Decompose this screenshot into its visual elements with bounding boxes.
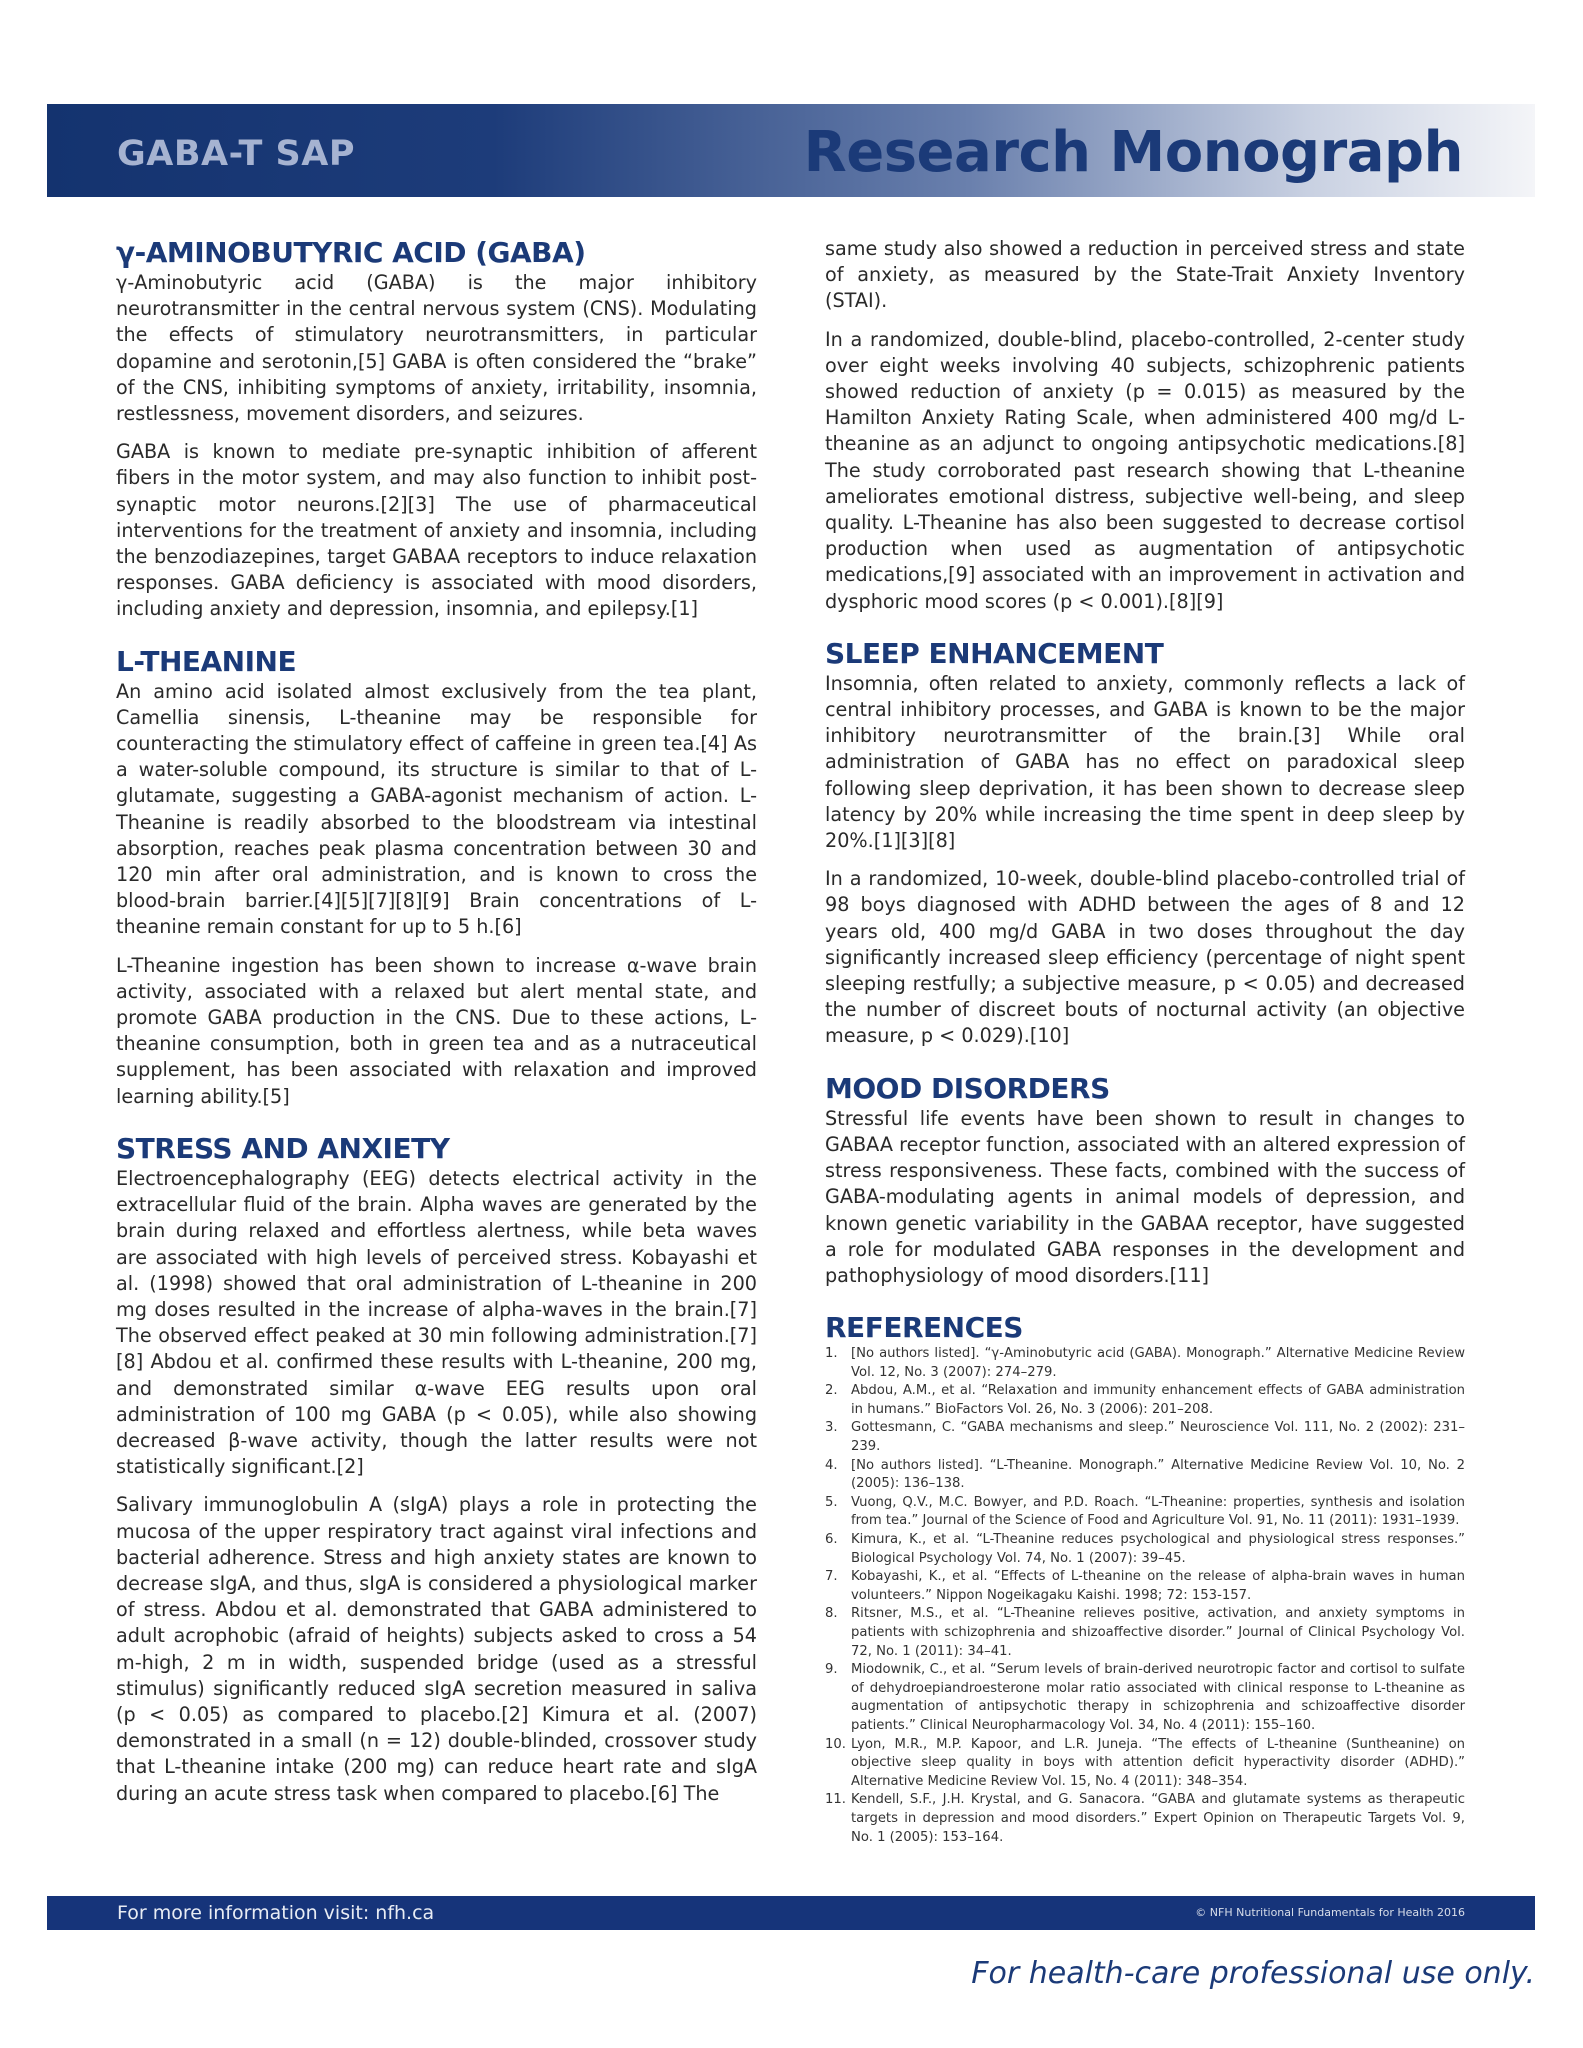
section-heading-mood: MOOD DISORDERS — [825, 1071, 1110, 1105]
reference-number: 7. — [825, 1569, 838, 1585]
section-heading-gaba: γ-AMINOBUTYRIC ACID (GABA) — [116, 236, 586, 269]
reference-number: 3. — [825, 1420, 838, 1436]
product-name: GABA-T SAP — [117, 134, 355, 174]
paragraph: In a randomized, 10-week, double-blind placebo-controlled trial of 98 boys diagnosed with ADHD between the ages of 8 and 12 years old, 400 mg/d GABA in two doses throughout the day significantly increased sleep efficiency (percentage of night spent sleeping restfully; a subjective measure, p < 0.05) and decreased the number of discreet bouts of nocturnal activity (an objective measure, p < 0.029).[10] — [825, 867, 1465, 1048]
reference-number: 10. — [825, 1736, 846, 1752]
reference-text: Kendell, S.F., J.H. Krystal, and G. Sanacora. “GABA and glutamate systems as therapeutic targets in depression and mood disorders.” Expert Opinion on Therapeutic Targets Vol. 9, No. 1 (2005): 153–164. — [851, 1792, 1465, 1845]
footer-copyright: © NFH Nutritional Fundamentals for Health 2016 — [1195, 1906, 1465, 1919]
paragraph: γ-Aminobutyric acid (GABA) is the major inhibitory neurotransmitter in the central nervous system (CNS). Modulating the effects of stimulatory neurotransmitters, in particular dopamine and serotonin,[5] GABA is often considered the “brake” of the CNS, inhibiting symptoms of anxiety, irritability, insomnia, restlessness, movement disorders, and seizures. — [116, 271, 757, 426]
reference-text: [No authors listed]. “L-Theanine. Monograph.” Alternative Medicine Review Vol. 10, No. 2 (2005): 136–138. — [851, 1457, 1465, 1492]
reference-text: Ritsner, M.S., et al. “L-Theanine relieves positive, activation, and anxiety symptoms in patients with schizophrenia and shizoaffective disorder.” Journal of Clinical Psychology Vol. 72, No. 1 (2011): 34–41. — [851, 1606, 1465, 1659]
reference-number: 4. — [825, 1457, 838, 1473]
reference-text: [No authors listed]. “γ-Aminobutyric acid (GABA). Monograph.” Alternative Medicine Review Vol. 12, No. 3 (2007): 274–279. — [851, 1346, 1465, 1380]
reference-item — [825, 1605, 1465, 1661]
reference-text: Vuong, Q.V., M.C. Bowyer, and P.D. Roach. “L-Theanine: properties, synthesis and isolation from tea.” Journal of the Science of Food and Agriculture Vol. 91, No. 11 (2011): 1931–1939. — [851, 1494, 1465, 1529]
paragraph: L-Theanine ingestion has been shown to increase α-wave brain activity, associated with a relaxed but alert mental state, and promote GABA production in the CNS. Due to these actions, L-theanine consumption, both in green tea and as a nutraceutical supplement, has been associated with relaxation and improved learning ability.[5] — [116, 953, 757, 1108]
header-banner — [47, 104, 1535, 197]
reference-item — [825, 1382, 1465, 1419]
reference-number: 5. — [825, 1494, 838, 1510]
paragraph: An amino acid isolated almost exclusively from the tea plant, Camellia sinensis, L-theanine may be responsible for counteracting the stimulatory effect of caffeine in green tea.[4] As a water-soluble compound, its structure is similar to that of L-glutamate, suggesting a GABA-agonist mechanism of action. L-Theanine is readily absorbed to the bloodstream via intestinal absorption, reaches peak plasma concentration between 30 and 120 min after oral administration, and is known to cross the blood-brain barrier.[4][5][7][8][9] Brain concentrations of L-theanine remain constant for up to 5 h.[6] — [116, 679, 757, 939]
reference-item — [825, 1568, 1465, 1605]
disclaimer: For health-care professional use only. — [971, 1956, 1535, 1991]
references-list — [825, 1345, 1465, 1847]
reference-item — [825, 1661, 1465, 1735]
section-heading-sleep: SLEEP ENHANCEMENT — [825, 636, 1164, 670]
reference-item — [825, 1345, 1465, 1382]
right-column — [825, 236, 1465, 1847]
reference-text: Gottesmann, C. “GABA mechanisms and sleep.” Neuroscience Vol. 111, No. 2 (2002): 231–239. — [851, 1420, 1465, 1455]
reference-item — [825, 1457, 1465, 1494]
reference-text: Abdou, A.M., et al. “Relaxation and immunity enhancement effects of GABA administration in humans.” BioFactors Vol. 26, No. 3 (2006): 201–208. — [851, 1383, 1465, 1417]
reference-item — [825, 1419, 1465, 1456]
section-heading-stress: STRESS AND ANXIETY — [116, 1131, 450, 1165]
reference-item — [825, 1531, 1465, 1568]
reference-item — [825, 1791, 1465, 1847]
paragraph: same study also showed a reduction in perceived stress and state of anxiety, as measured by the State-Trait Anxiety Inventory (STAI). — [825, 237, 1465, 313]
section-heading-references: REFERENCES — [825, 1311, 1023, 1345]
reference-text: Miodownik, C., et al. “Serum levels of brain-derived neurotropic factor and cortisol to sulfate of dehydroepiandroesterone molar ratio associated with clinical response to L-theanine as augmentation of antipsychotic therapy in schizophrenia and schizoaffective disorder patients.” Clinical Neuropharmacology Vol. 34, No. 4 (2011): 155–160. — [851, 1662, 1465, 1733]
reference-number: 2. — [825, 1383, 838, 1399]
reference-number: 8. — [825, 1606, 838, 1622]
paragraph: Electroencephalography (EEG) detects electrical activity in the extracellular fluid of the brain. Alpha waves are generated by the brain during relaxed and effortless alertness, while beta waves are associated with high levels of perceived stress. Kobayashi et al. (1998) showed that oral administration of L-theanine in 200 mg doses resulted in the increase of alpha-waves in the brain.[7] The observed effect peaked at 30 min following administration.[7][8] Abdou et al. confirmed these results with L-theanine, 200 mg, and demonstrated similar α-wave EEG results upon oral administration of 100 mg GABA (p < 0.05), while also showing decreased β-wave activity, though the latter results were not statistically significant.[2] — [116, 1166, 757, 1479]
reference-text: Lyon, M.R., M.P. Kapoor, and L.R. Juneja. “The effects of L-theanine (Suntheanine) on objective sleep quality in boys with attention deficit hyperactivity disorder (ADHD).” Alternative Medicine Review Vol. 15, No. 4 (2011): 348–354. — [851, 1736, 1465, 1789]
reference-text: Kobayashi, K., et al. “Effects of L-theanine on the release of alpha-brain waves in human volunteers.” Nippon Nogeikagaku Kaishi. 1998; 72: 153-157. — [851, 1569, 1465, 1603]
paragraph: Insomnia, often related to anxiety, commonly reflects a lack of central inhibitory processes, and GABA is known to be the major inhibitory neurotransmitter of the brain.[3] While oral administration of GABA has no effect on paradoxical sleep following sleep deprivation, it has been shown to decrease sleep latency by 20% while increasing the time spent in deep sleep by 20%.[1][3][8] — [825, 671, 1465, 853]
reference-number: 6. — [825, 1532, 838, 1548]
section-heading-theanine: L-THEANINE — [116, 644, 297, 678]
reference-number: 1. — [825, 1346, 838, 1362]
reference-item — [825, 1736, 1465, 1792]
reference-number: 9. — [825, 1662, 838, 1678]
paragraph: In a randomized, double-blind, placebo-controlled, 2-center study over eight weeks involving 40 subjects, schizophrenic patients showed reduction of anxiety (p = 0.015) as measured by the Hamilton Anxiety Rating Scale, when administered 400 mg/d L-theanine as an adjunct to ongoing antipsychotic medications.[8] The study corroborated past research showing that L-theanine ameliorates emotional distress, subjective well-being, and sleep quality. L-Theanine has also been suggested to decrease cortisol production when used as augmentation of antipsychotic medications,[9] associated with an improvement in activation and dysphoric mood scores (p < 0.001).[8][9] — [825, 327, 1465, 613]
page-title: Research Monograph — [803, 120, 1463, 185]
left-column — [116, 236, 757, 1819]
reference-number: 11. — [825, 1792, 846, 1808]
footer-website-link[interactable]: For more information visit: nfh.ca — [117, 1902, 435, 1924]
paragraph: GABA is known to mediate pre-synaptic inhibition of afferent fibers in the motor system, and may also function to inhibit post-synaptic motor neurons.[2][3] The use of pharmaceutical interventions for the treatment of anxiety and insomnia, including the benzodiazepines, target GABAA receptors to induce relaxation responses. GABA deficiency is associated with mood disorders, including anxiety and depression, insomnia, and epilepsy.[1] — [116, 440, 757, 621]
paragraph: Stressful life events have been shown to result in changes to GABAA receptor function, associated with an altered expression of stress responsiveness. These facts, combined with the success of GABA-modulating agents in animal models of depression, and known genetic variability in the GABAA receptor, have suggested a role for modulated GABA responses in the development and pathophysiology of mood disorders.[11] — [825, 1106, 1465, 1287]
paragraph: Salivary immunoglobulin A (sIgA) plays a role in protecting the mucosa of the upper respiratory tract against viral infections and bacterial adherence. Stress and high anxiety states are known to decrease sIgA, and thus, sIgA is considered a physiological marker of stress. Abdou et al. demonstrated that GABA administered to adult acrophobic (afraid of heights) subjects asked to cross a 54 m-high, 2 m in width, suspended bridge (used as a stressful stimulus) significantly reduced sIgA secretion measured in saliva (p < 0.05) as compared to placebo.[2] Kimura et al. (2007) demonstrated in a small (n = 12) double-blinded, crossover study that L-theanine intake (200 mg) can reduce heart rate and sIgA during an acute stress task when compared to placebo.[6] The — [116, 1493, 757, 1805]
reference-text: Kimura, K., et al. “L-Theanine reduces psychological and physiological stress responses.” Biological Psychology Vol. 74, No. 1 (2007): 39–45. — [851, 1532, 1465, 1566]
reference-item — [825, 1494, 1465, 1531]
footer-bar — [47, 1896, 1535, 1930]
